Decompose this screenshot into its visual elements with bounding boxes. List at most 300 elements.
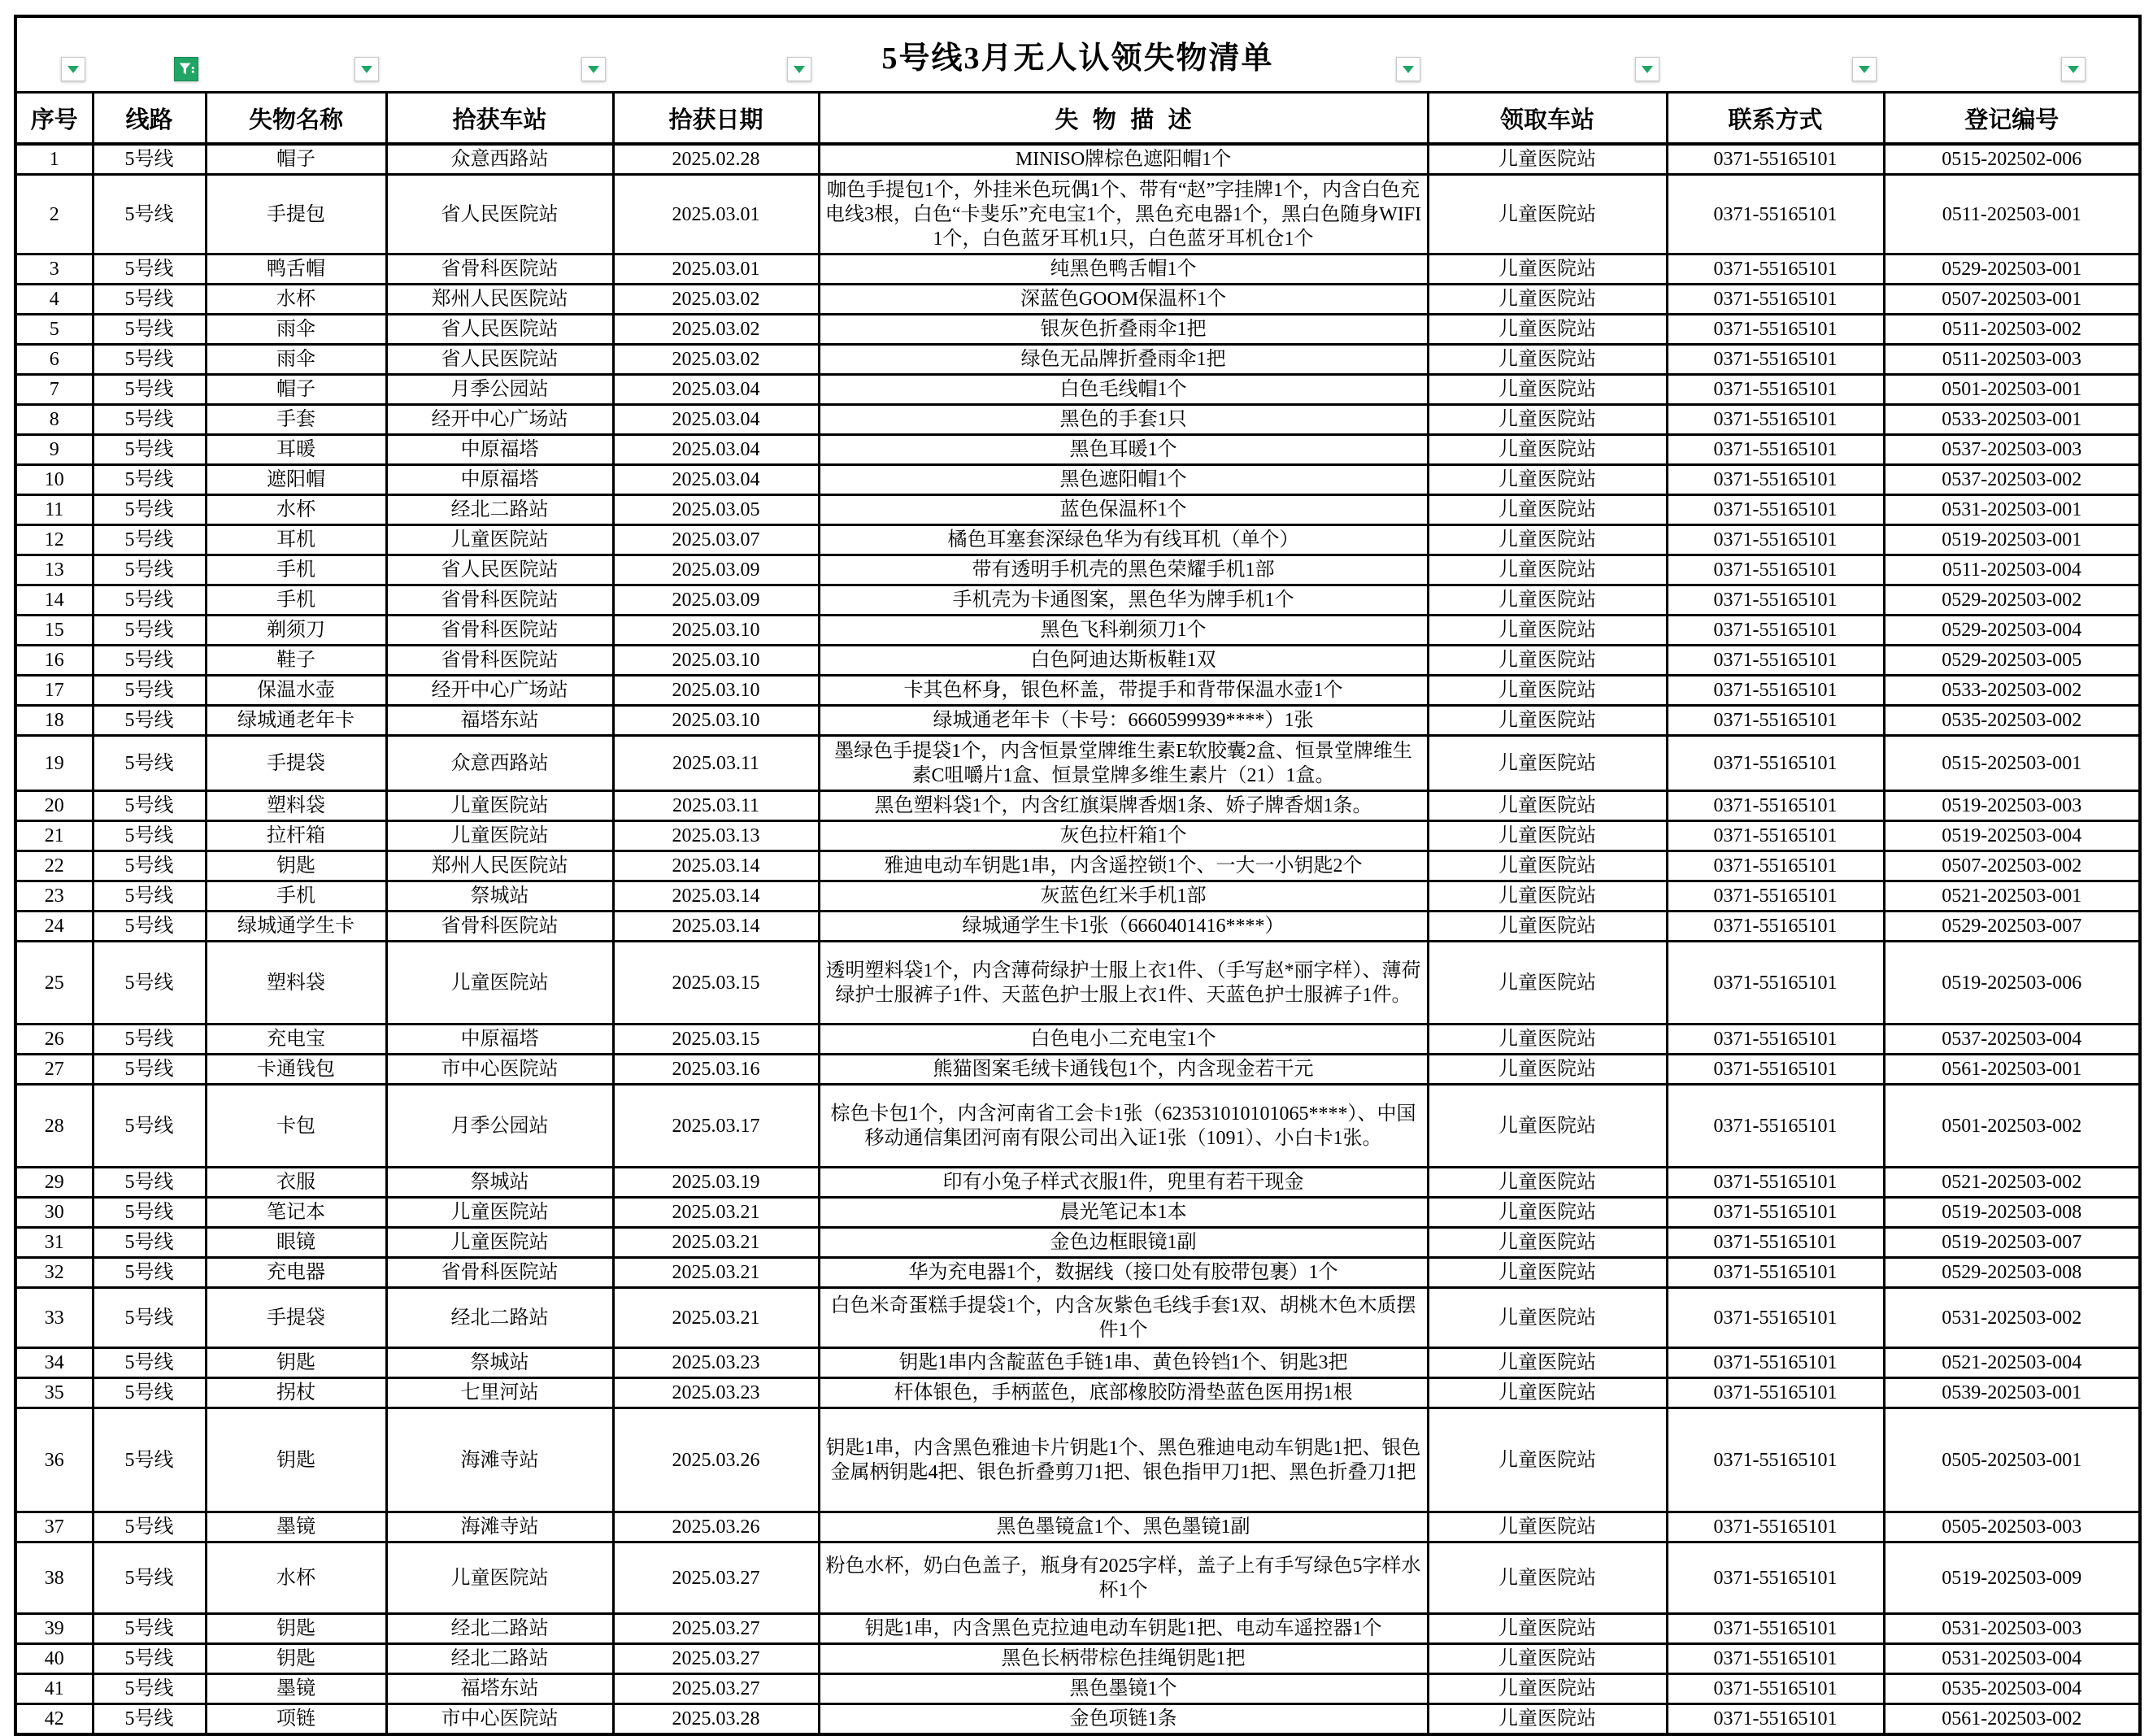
cell-found-date[interactable]: 2025.03.10 [613, 616, 819, 646]
cell-found-date[interactable]: 2025.03.27 [613, 1542, 819, 1614]
cell-description[interactable]: 灰蓝色红米手机1部 [819, 881, 1428, 912]
cell-found-station[interactable]: 儿童医院站 [386, 791, 613, 821]
cell-line[interactable]: 5号线 [93, 1674, 206, 1704]
cell-description[interactable]: 钥匙1串，内含黑色克拉迪电动车钥匙1把、电动车遥控器1个 [819, 1614, 1428, 1644]
cell-item[interactable]: 眼镜 [206, 1228, 386, 1258]
cell-item[interactable]: 手套 [206, 405, 386, 435]
cell-claim-station[interactable]: 儿童医院站 [1428, 495, 1667, 525]
cell-contact[interactable]: 0371-55165101 [1667, 736, 1884, 791]
cell-reg-no[interactable]: 0531-202503-004 [1884, 1644, 2140, 1674]
cell-found-date[interactable]: 2025.03.17 [613, 1085, 819, 1168]
cell-description[interactable]: 蓝色保温杯1个 [819, 495, 1428, 525]
cell-no[interactable]: 26 [15, 1025, 93, 1055]
column-header-no[interactable]: 序号 [15, 93, 93, 145]
cell-found-date[interactable]: 2025.03.11 [613, 791, 819, 821]
cell-line[interactable]: 5号线 [93, 1614, 206, 1644]
cell-description[interactable]: 白色电小二充电宝1个 [819, 1025, 1428, 1055]
cell-item[interactable]: 剃须刀 [206, 616, 386, 646]
cell-claim-station[interactable]: 儿童医院站 [1428, 435, 1667, 465]
cell-found-station[interactable]: 海滩寺站 [386, 1512, 613, 1542]
cell-description[interactable]: 金色边框眼镜1副 [819, 1228, 1428, 1258]
cell-found-date[interactable]: 2025.03.11 [613, 736, 819, 791]
cell-item[interactable]: 项链 [206, 1704, 386, 1735]
cell-claim-station[interactable]: 儿童医院站 [1428, 881, 1667, 912]
cell-found-station[interactable]: 郑州人民医院站 [386, 851, 613, 881]
cell-reg-no[interactable]: 0521-202503-002 [1884, 1168, 2140, 1198]
cell-reg-no[interactable]: 0519-202503-004 [1884, 821, 2140, 851]
cell-reg-no[interactable]: 0533-202503-001 [1884, 405, 2140, 435]
cell-found-station[interactable]: 经北二路站 [386, 1614, 613, 1644]
cell-contact[interactable]: 0371-55165101 [1667, 1288, 1884, 1348]
cell-found-date[interactable]: 2025.03.23 [613, 1378, 819, 1408]
filter-button-item[interactable] [354, 57, 379, 81]
cell-claim-station[interactable]: 儿童医院站 [1428, 405, 1667, 435]
cell-item[interactable]: 保温水壶 [206, 676, 386, 706]
cell-contact[interactable]: 0371-55165101 [1667, 1055, 1884, 1085]
cell-reg-no[interactable]: 0529-202503-008 [1884, 1258, 2140, 1288]
cell-item[interactable]: 绿城通老年卡 [206, 706, 386, 736]
cell-claim-station[interactable]: 儿童医院站 [1428, 1704, 1667, 1735]
cell-reg-no[interactable]: 0561-202503-001 [1884, 1055, 2140, 1085]
cell-reg-no[interactable]: 0537-202503-003 [1884, 435, 2140, 465]
cell-description[interactable]: 钥匙1串内含靛蓝色手链1串、黄色铃铛1个、钥匙3把 [819, 1348, 1428, 1378]
cell-reg-no[interactable]: 0529-202503-005 [1884, 646, 2140, 676]
cell-claim-station[interactable]: 儿童医院站 [1428, 285, 1667, 315]
cell-found-station[interactable]: 省骨科医院站 [386, 1258, 613, 1288]
cell-found-date[interactable]: 2025.03.14 [613, 851, 819, 881]
cell-line[interactable]: 5号线 [93, 1198, 206, 1228]
cell-claim-station[interactable]: 儿童医院站 [1428, 851, 1667, 881]
cell-no[interactable]: 15 [15, 616, 93, 646]
cell-description[interactable]: 灰色拉杆箱1个 [819, 821, 1428, 851]
cell-contact[interactable]: 0371-55165101 [1667, 616, 1884, 646]
cell-description[interactable]: 金色项链1条 [819, 1704, 1428, 1735]
cell-no[interactable]: 30 [15, 1198, 93, 1228]
cell-contact[interactable]: 0371-55165101 [1667, 1198, 1884, 1228]
cell-found-station[interactable]: 儿童医院站 [386, 1198, 613, 1228]
cell-description[interactable]: 透明塑料袋1个，内含薄荷绿护士服上衣1件、（手写赵*丽字样）、薄荷绿护士服裤子1件、天蓝色护士服上衣1件、天蓝色护士服裤子1件。 [819, 942, 1428, 1025]
cell-found-station[interactable]: 月季公园站 [386, 375, 613, 405]
cell-claim-station[interactable]: 儿童医院站 [1428, 616, 1667, 646]
cell-reg-no[interactable]: 0531-202503-001 [1884, 495, 2140, 525]
cell-description[interactable]: 绿城通老年卡（卡号：6660599939****）1张 [819, 706, 1428, 736]
column-header-description[interactable]: 失物描述 [819, 93, 1428, 145]
cell-description[interactable]: 粉色水杯，奶白色盖子，瓶身有2025字样，盖子上有手写绿色5字样水杯1个 [819, 1542, 1428, 1614]
cell-item[interactable]: 钥匙 [206, 1348, 386, 1378]
cell-found-station[interactable]: 中原福塔 [386, 465, 613, 495]
cell-no[interactable]: 20 [15, 791, 93, 821]
cell-found-station[interactable]: 儿童医院站 [386, 821, 613, 851]
cell-line[interactable]: 5号线 [93, 525, 206, 555]
cell-found-station[interactable]: 儿童医院站 [386, 942, 613, 1025]
cell-item[interactable]: 钥匙 [206, 851, 386, 881]
cell-reg-no[interactable]: 0501-202503-002 [1884, 1085, 2140, 1168]
cell-reg-no[interactable]: 0561-202503-002 [1884, 1704, 2140, 1735]
cell-found-date[interactable]: 2025.03.27 [613, 1644, 819, 1674]
cell-reg-no[interactable]: 0501-202503-001 [1884, 375, 2140, 405]
cell-reg-no[interactable]: 0519-202503-007 [1884, 1228, 2140, 1258]
cell-found-date[interactable]: 2025.03.13 [613, 821, 819, 851]
cell-no[interactable]: 40 [15, 1644, 93, 1674]
cell-line[interactable]: 5号线 [93, 1704, 206, 1735]
cell-line[interactable]: 5号线 [93, 646, 206, 676]
cell-found-date[interactable]: 2025.03.05 [613, 495, 819, 525]
cell-item[interactable]: 帽子 [206, 375, 386, 405]
cell-no[interactable]: 35 [15, 1378, 93, 1408]
cell-no[interactable]: 37 [15, 1512, 93, 1542]
cell-claim-station[interactable]: 儿童医院站 [1428, 375, 1667, 405]
column-header-found-station[interactable]: 拾获车站 [386, 93, 613, 145]
cell-found-station[interactable]: 经开中心广场站 [386, 405, 613, 435]
cell-line[interactable]: 5号线 [93, 1378, 206, 1408]
cell-item[interactable]: 鞋子 [206, 646, 386, 676]
cell-no[interactable]: 32 [15, 1258, 93, 1288]
cell-line[interactable]: 5号线 [93, 1348, 206, 1378]
cell-no[interactable]: 8 [15, 405, 93, 435]
cell-contact[interactable]: 0371-55165101 [1667, 1025, 1884, 1055]
cell-contact[interactable]: 0371-55165101 [1667, 821, 1884, 851]
cell-no[interactable]: 2 [15, 175, 93, 255]
cell-reg-no[interactable]: 0535-202503-004 [1884, 1674, 2140, 1704]
cell-no[interactable]: 3 [15, 255, 93, 285]
cell-item[interactable]: 钥匙 [206, 1644, 386, 1674]
cell-description[interactable]: 钥匙1串，内含黑色雅迪卡片钥匙1个、黑色雅迪电动车钥匙1把、银色金属柄钥匙4把、银色折叠剪刀1把、银色指甲刀1把、黑色折叠刀1把 [819, 1408, 1428, 1512]
cell-no[interactable]: 12 [15, 525, 93, 555]
cell-item[interactable]: 钥匙 [206, 1614, 386, 1644]
column-header-line[interactable]: 线路 [93, 93, 206, 145]
cell-line[interactable]: 5号线 [93, 912, 206, 942]
cell-reg-no[interactable]: 0505-202503-001 [1884, 1408, 2140, 1512]
cell-found-station[interactable]: 省骨科医院站 [386, 585, 613, 616]
cell-found-station[interactable]: 福塔东站 [386, 1674, 613, 1704]
cell-contact[interactable]: 0371-55165101 [1667, 1168, 1884, 1198]
cell-found-date[interactable]: 2025.03.09 [613, 555, 819, 585]
cell-contact[interactable]: 0371-55165101 [1667, 1228, 1884, 1258]
cell-line[interactable]: 5号线 [93, 736, 206, 791]
cell-contact[interactable]: 0371-55165101 [1667, 851, 1884, 881]
cell-found-station[interactable]: 七里河站 [386, 1378, 613, 1408]
cell-item[interactable]: 遮阳帽 [206, 465, 386, 495]
cell-description[interactable]: 杆体银色，手柄蓝色，底部橡胶防滑垫蓝色医用拐1根 [819, 1378, 1428, 1408]
cell-contact[interactable]: 0371-55165101 [1667, 585, 1884, 616]
cell-item[interactable]: 水杯 [206, 285, 386, 315]
cell-description[interactable]: 雅迪电动车钥匙1串，内含遥控锁1个、一大一小钥匙2个 [819, 851, 1428, 881]
cell-reg-no[interactable]: 0519-202503-001 [1884, 525, 2140, 555]
cell-contact[interactable]: 0371-55165101 [1667, 175, 1884, 255]
cell-reg-no[interactable]: 0511-202503-004 [1884, 555, 2140, 585]
cell-line[interactable]: 5号线 [93, 676, 206, 706]
cell-no[interactable]: 29 [15, 1168, 93, 1198]
cell-contact[interactable]: 0371-55165101 [1667, 375, 1884, 405]
cell-contact[interactable]: 0371-55165101 [1667, 255, 1884, 285]
cell-description[interactable]: 黑色遮阳帽1个 [819, 465, 1428, 495]
cell-claim-station[interactable]: 儿童医院站 [1428, 646, 1667, 676]
cell-found-date[interactable]: 2025.03.27 [613, 1614, 819, 1644]
cell-reg-no[interactable]: 0529-202503-007 [1884, 912, 2140, 942]
cell-description[interactable]: 晨光笔记本1本 [819, 1198, 1428, 1228]
cell-found-date[interactable]: 2025.03.28 [613, 1704, 819, 1735]
cell-found-date[interactable]: 2025.03.01 [613, 255, 819, 285]
cell-found-date[interactable]: 2025.03.10 [613, 646, 819, 676]
cell-claim-station[interactable]: 儿童医院站 [1428, 912, 1667, 942]
cell-found-station[interactable]: 经北二路站 [386, 1288, 613, 1348]
cell-found-station[interactable]: 省人民医院站 [386, 345, 613, 375]
cell-claim-station[interactable]: 儿童医院站 [1428, 1085, 1667, 1168]
cell-contact[interactable]: 0371-55165101 [1667, 1378, 1884, 1408]
cell-found-date[interactable]: 2025.03.26 [613, 1408, 819, 1512]
cell-claim-station[interactable]: 儿童医院站 [1428, 315, 1667, 345]
cell-reg-no[interactable]: 0505-202503-003 [1884, 1512, 2140, 1542]
cell-found-date[interactable]: 2025.03.07 [613, 525, 819, 555]
cell-reg-no[interactable]: 0515-202503-001 [1884, 736, 2140, 791]
cell-reg-no[interactable]: 0521-202503-004 [1884, 1348, 2140, 1378]
cell-description[interactable]: 橘色耳塞套深绿色华为有线耳机（单个） [819, 525, 1428, 555]
cell-line[interactable]: 5号线 [93, 285, 206, 315]
cell-line[interactable]: 5号线 [93, 1168, 206, 1198]
cell-description[interactable]: 熊猫图案毛绒卡通钱包1个，内含现金若干元 [819, 1055, 1428, 1085]
cell-item[interactable]: 笔记本 [206, 1198, 386, 1228]
cell-description[interactable]: 黑色墨镜盒1个、黑色墨镜1副 [819, 1512, 1428, 1542]
cell-item[interactable]: 手提袋 [206, 736, 386, 791]
cell-description[interactable]: 银灰色折叠雨伞1把 [819, 315, 1428, 345]
cell-found-date[interactable]: 2025.03.27 [613, 1674, 819, 1704]
cell-contact[interactable]: 0371-55165101 [1667, 144, 1884, 175]
cell-claim-station[interactable]: 儿童医院站 [1428, 1614, 1667, 1644]
cell-no[interactable]: 19 [15, 736, 93, 791]
cell-claim-station[interactable]: 儿童医院站 [1428, 791, 1667, 821]
cell-contact[interactable]: 0371-55165101 [1667, 1674, 1884, 1704]
cell-found-date[interactable]: 2025.03.15 [613, 1025, 819, 1055]
cell-no[interactable]: 5 [15, 315, 93, 345]
cell-found-date[interactable]: 2025.03.04 [613, 375, 819, 405]
cell-item[interactable]: 帽子 [206, 144, 386, 175]
cell-claim-station[interactable]: 儿童医院站 [1428, 1674, 1667, 1704]
filter-button-no[interactable] [61, 57, 85, 81]
cell-line[interactable]: 5号线 [93, 851, 206, 881]
cell-found-date[interactable]: 2025.03.04 [613, 465, 819, 495]
cell-contact[interactable]: 0371-55165101 [1667, 881, 1884, 912]
cell-item[interactable]: 耳暖 [206, 435, 386, 465]
cell-no[interactable]: 38 [15, 1542, 93, 1614]
cell-no[interactable]: 14 [15, 585, 93, 616]
cell-found-date[interactable]: 2025.03.21 [613, 1228, 819, 1258]
cell-no[interactable]: 42 [15, 1704, 93, 1735]
cell-description[interactable]: 白色毛线帽1个 [819, 375, 1428, 405]
cell-found-station[interactable]: 省人民医院站 [386, 315, 613, 345]
cell-reg-no[interactable]: 0507-202503-001 [1884, 285, 2140, 315]
cell-line[interactable]: 5号线 [93, 1228, 206, 1258]
cell-claim-station[interactable]: 儿童医院站 [1428, 1168, 1667, 1198]
cell-claim-station[interactable]: 儿童医院站 [1428, 1198, 1667, 1228]
cell-line[interactable]: 5号线 [93, 616, 206, 646]
cell-item[interactable]: 手机 [206, 585, 386, 616]
cell-found-station[interactable]: 经开中心广场站 [386, 676, 613, 706]
cell-found-date[interactable]: 2025.03.26 [613, 1512, 819, 1542]
cell-description[interactable]: 带有透明手机壳的黑色荣耀手机1部 [819, 555, 1428, 585]
cell-claim-station[interactable]: 儿童医院站 [1428, 1025, 1667, 1055]
cell-description[interactable]: 黑色飞科剃须刀1个 [819, 616, 1428, 646]
cell-description[interactable]: 绿色无品牌折叠雨伞1把 [819, 345, 1428, 375]
filter-button-contact[interactable] [1852, 57, 1877, 81]
cell-description[interactable]: 黑色的手套1只 [819, 405, 1428, 435]
cell-no[interactable]: 17 [15, 676, 93, 706]
cell-no[interactable]: 33 [15, 1288, 93, 1348]
cell-no[interactable]: 22 [15, 851, 93, 881]
cell-line[interactable]: 5号线 [93, 585, 206, 616]
cell-no[interactable]: 7 [15, 375, 93, 405]
cell-claim-station[interactable]: 儿童医院站 [1428, 676, 1667, 706]
cell-no[interactable]: 39 [15, 1614, 93, 1644]
cell-line[interactable]: 5号线 [93, 881, 206, 912]
cell-found-station[interactable]: 市中心医院站 [386, 1055, 613, 1085]
cell-description[interactable]: 深蓝色GOOM保温杯1个 [819, 285, 1428, 315]
cell-no[interactable]: 24 [15, 912, 93, 942]
cell-reg-no[interactable]: 0529-202503-002 [1884, 585, 2140, 616]
cell-claim-station[interactable]: 儿童医院站 [1428, 175, 1667, 255]
cell-line[interactable]: 5号线 [93, 405, 206, 435]
cell-line[interactable]: 5号线 [93, 1512, 206, 1542]
cell-contact[interactable]: 0371-55165101 [1667, 912, 1884, 942]
filter-button-found-date[interactable] [787, 57, 811, 81]
cell-found-station[interactable]: 众意西路站 [386, 736, 613, 791]
cell-item[interactable]: 水杯 [206, 1542, 386, 1614]
cell-contact[interactable]: 0371-55165101 [1667, 646, 1884, 676]
cell-found-date[interactable]: 2025.03.01 [613, 175, 819, 255]
cell-line[interactable]: 5号线 [93, 1408, 206, 1512]
cell-no[interactable]: 1 [15, 144, 93, 175]
cell-item[interactable]: 鸭舌帽 [206, 255, 386, 285]
cell-description[interactable]: 华为充电器1个，数据线（接口处有胶带包裹）1个 [819, 1258, 1428, 1288]
cell-reg-no[interactable]: 0507-202503-002 [1884, 851, 2140, 881]
cell-no[interactable]: 13 [15, 555, 93, 585]
cell-item[interactable]: 充电器 [206, 1258, 386, 1288]
cell-claim-station[interactable]: 儿童医院站 [1428, 525, 1667, 555]
cell-contact[interactable]: 0371-55165101 [1667, 495, 1884, 525]
cell-claim-station[interactable]: 儿童医院站 [1428, 1378, 1667, 1408]
cell-item[interactable]: 雨伞 [206, 315, 386, 345]
column-header-reg-no[interactable]: 登记编号 [1884, 93, 2140, 145]
cell-no[interactable]: 36 [15, 1408, 93, 1512]
cell-item[interactable]: 卡通钱包 [206, 1055, 386, 1085]
cell-reg-no[interactable]: 0531-202503-002 [1884, 1288, 2140, 1348]
cell-description[interactable]: MINISO牌棕色遮阳帽1个 [819, 144, 1428, 175]
cell-reg-no[interactable]: 0537-202503-002 [1884, 465, 2140, 495]
cell-reg-no[interactable]: 0511-202503-002 [1884, 315, 2140, 345]
filter-button-found-station[interactable] [581, 57, 606, 81]
cell-no[interactable]: 18 [15, 706, 93, 736]
filter-button-description[interactable] [1396, 57, 1420, 81]
cell-line[interactable]: 5号线 [93, 706, 206, 736]
cell-found-station[interactable]: 省骨科医院站 [386, 646, 613, 676]
cell-found-date[interactable]: 2025.03.14 [613, 881, 819, 912]
cell-line[interactable]: 5号线 [93, 465, 206, 495]
cell-contact[interactable]: 0371-55165101 [1667, 1704, 1884, 1735]
cell-reg-no[interactable]: 0519-202503-003 [1884, 791, 2140, 821]
cell-contact[interactable]: 0371-55165101 [1667, 1348, 1884, 1378]
cell-line[interactable]: 5号线 [93, 175, 206, 255]
cell-claim-station[interactable]: 儿童医院站 [1428, 555, 1667, 585]
cell-claim-station[interactable]: 儿童医院站 [1428, 1348, 1667, 1378]
cell-item[interactable]: 墨镜 [206, 1512, 386, 1542]
cell-line[interactable]: 5号线 [93, 1055, 206, 1085]
cell-found-station[interactable]: 祭城站 [386, 1168, 613, 1198]
cell-line[interactable]: 5号线 [93, 315, 206, 345]
cell-reg-no[interactable]: 0539-202503-001 [1884, 1378, 2140, 1408]
cell-reg-no[interactable]: 0533-202503-002 [1884, 676, 2140, 706]
cell-reg-no[interactable]: 0515-202502-006 [1884, 144, 2140, 175]
cell-no[interactable]: 4 [15, 285, 93, 315]
cell-contact[interactable]: 0371-55165101 [1667, 1408, 1884, 1512]
cell-description[interactable]: 咖色手提包1个，外挂米色玩偶1个、带有“赵”字挂牌1个，内含白色充电线3根，白色“卡斐乐”充电宝1个，黑色充电器1个，黑白色随身WIFI1个，白色蓝牙耳机1只，白色蓝牙耳机仓1个 [819, 175, 1428, 255]
cell-item[interactable]: 钥匙 [206, 1408, 386, 1512]
cell-item[interactable]: 墨镜 [206, 1674, 386, 1704]
cell-item[interactable]: 耳机 [206, 525, 386, 555]
cell-reg-no[interactable]: 0535-202503-002 [1884, 706, 2140, 736]
cell-line[interactable]: 5号线 [93, 375, 206, 405]
cell-no[interactable]: 9 [15, 435, 93, 465]
cell-found-station[interactable]: 省骨科医院站 [386, 255, 613, 285]
cell-description[interactable]: 纯黑色鸭舌帽1个 [819, 255, 1428, 285]
cell-no[interactable]: 41 [15, 1674, 93, 1704]
cell-no[interactable]: 34 [15, 1348, 93, 1378]
cell-description[interactable]: 印有小兔子样式衣服1件，兜里有若干现金 [819, 1168, 1428, 1198]
cell-claim-station[interactable]: 儿童医院站 [1428, 1512, 1667, 1542]
cell-item[interactable]: 水杯 [206, 495, 386, 525]
cell-line[interactable]: 5号线 [93, 435, 206, 465]
column-header-item[interactable]: 失物名称 [206, 93, 386, 145]
cell-line[interactable]: 5号线 [93, 144, 206, 175]
cell-claim-station[interactable]: 儿童医院站 [1428, 736, 1667, 791]
cell-claim-station[interactable]: 儿童医院站 [1428, 706, 1667, 736]
cell-item[interactable]: 拐杖 [206, 1378, 386, 1408]
cell-reg-no[interactable]: 0519-202503-009 [1884, 1542, 2140, 1614]
cell-item[interactable]: 手提袋 [206, 1288, 386, 1348]
cell-claim-station[interactable]: 儿童医院站 [1428, 1288, 1667, 1348]
cell-reg-no[interactable]: 0529-202503-004 [1884, 616, 2140, 646]
cell-contact[interactable]: 0371-55165101 [1667, 285, 1884, 315]
cell-claim-station[interactable]: 儿童医院站 [1428, 1258, 1667, 1288]
filter-button-reg-no[interactable] [2061, 57, 2086, 81]
cell-no[interactable]: 25 [15, 942, 93, 1025]
cell-line[interactable]: 5号线 [93, 821, 206, 851]
cell-found-station[interactable]: 众意西路站 [386, 144, 613, 175]
cell-contact[interactable]: 0371-55165101 [1667, 465, 1884, 495]
cell-line[interactable]: 5号线 [93, 942, 206, 1025]
cell-no[interactable]: 11 [15, 495, 93, 525]
cell-found-station[interactable]: 祭城站 [386, 1348, 613, 1378]
cell-item[interactable]: 雨伞 [206, 345, 386, 375]
cell-line[interactable]: 5号线 [93, 1025, 206, 1055]
cell-found-station[interactable]: 祭城站 [386, 881, 613, 912]
cell-reg-no[interactable]: 0531-202503-003 [1884, 1614, 2140, 1644]
cell-item[interactable]: 塑料袋 [206, 942, 386, 1025]
cell-no[interactable]: 31 [15, 1228, 93, 1258]
cell-no[interactable]: 16 [15, 646, 93, 676]
cell-found-station[interactable]: 儿童医院站 [386, 525, 613, 555]
cell-item[interactable]: 手提包 [206, 175, 386, 255]
cell-contact[interactable]: 0371-55165101 [1667, 791, 1884, 821]
cell-description[interactable]: 黑色塑料袋1个，内含红旗渠牌香烟1条、娇子牌香烟1条。 [819, 791, 1428, 821]
cell-found-station[interactable]: 福塔东站 [386, 706, 613, 736]
cell-item[interactable]: 卡包 [206, 1085, 386, 1168]
cell-reg-no[interactable]: 0519-202503-008 [1884, 1198, 2140, 1228]
cell-found-station[interactable]: 郑州人民医院站 [386, 285, 613, 315]
cell-contact[interactable]: 0371-55165101 [1667, 1258, 1884, 1288]
cell-line[interactable]: 5号线 [93, 555, 206, 585]
cell-item[interactable]: 手机 [206, 555, 386, 585]
cell-reg-no[interactable]: 0529-202503-001 [1884, 255, 2140, 285]
cell-no[interactable]: 28 [15, 1085, 93, 1168]
